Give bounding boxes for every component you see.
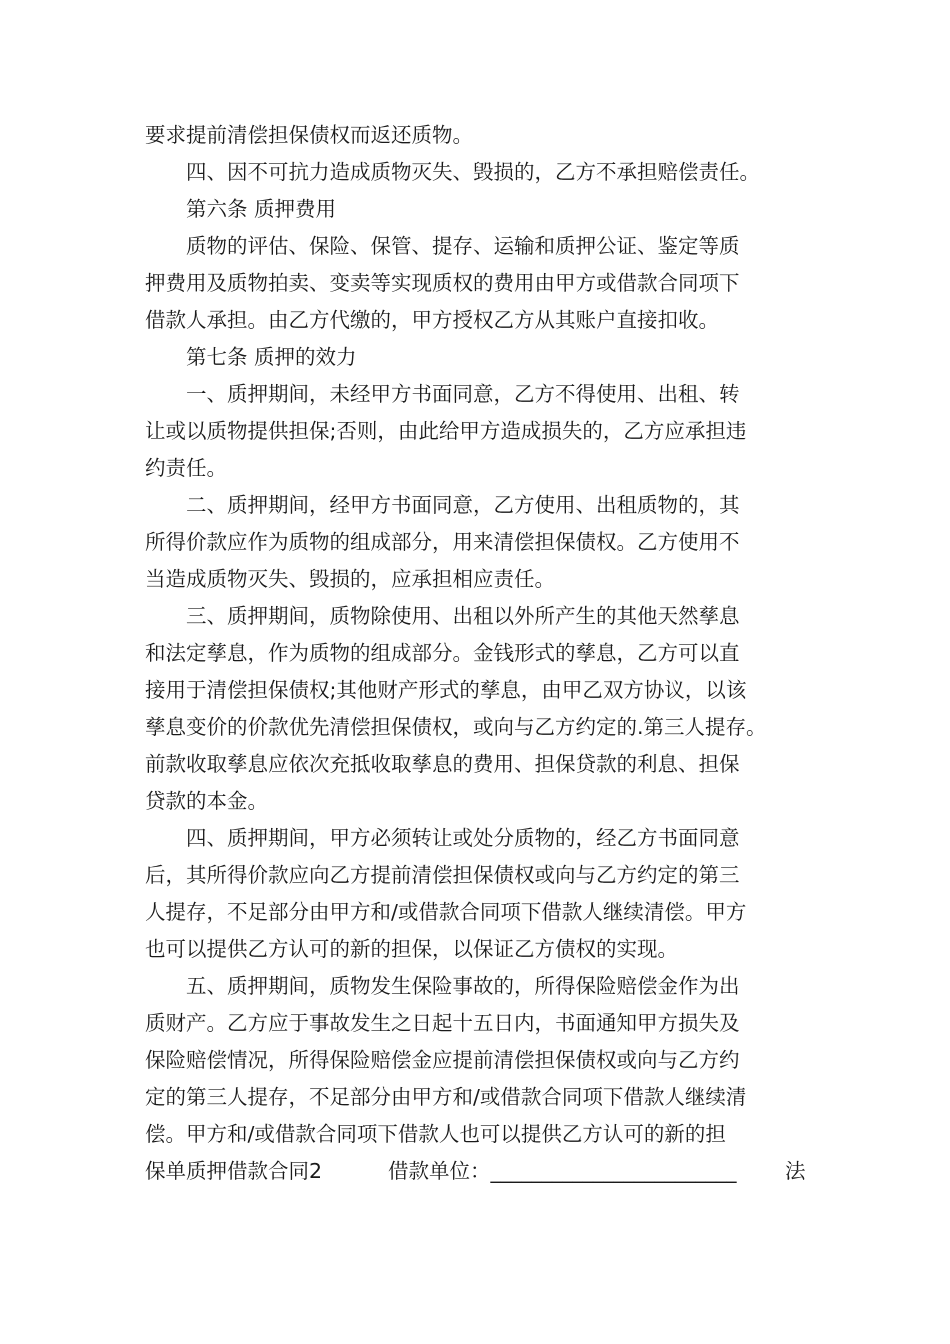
text-line: 定的第三人提存，不足部分由甲方和/或借款合同项下借款人继续清 [145, 1085, 747, 1109]
text-line: 让或以质物提供担保;否则，由此给甲方造成损失的，乙方应承担违 [145, 419, 747, 443]
text-line: 五、质押期间，质物发生保险事故的，所得保险赔偿金作为出 [145, 974, 740, 998]
text-line: 质物的评估、保险、保管、提存、运输和质押公证、鉴定等质 [145, 234, 740, 258]
contract-title-line [145, 1153, 813, 1190]
text-line: 保险赔偿情况，所得保险赔偿金应提前清偿担保债权或向与乙方约 [145, 1048, 740, 1072]
borrower-unit-field: 借款单位：________________________ [388, 1159, 737, 1183]
text-line: 接用于清偿担保债权;其他财产形式的孳息，由甲乙双方协议，以该 [145, 678, 747, 702]
text-line: 一、质押期间，未经甲方书面同意，乙方不得使用、出租、转 [145, 382, 740, 406]
next-field-start: 法 [785, 1159, 806, 1183]
text-line: 当造成质物灭失、毁损的，应承担相应责任。 [145, 567, 555, 591]
text-line: 借款人承担。由乙方代缴的，甲方授权乙方从其账户直接扣收。 [145, 308, 719, 332]
contract-title: 保单质押借款合同2 [145, 1159, 323, 1183]
text-line: 二、质押期间，经甲方书面同意，乙方使用、出租质物的，其 [145, 493, 740, 517]
text-line: 押费用及质物拍卖、变卖等实现质权的费用由甲方或借款合同项下 [145, 271, 740, 295]
text-line: 贷款的本金。 [145, 789, 268, 813]
text-line: 四、质押期间，甲方必须转让或处分质物的，经乙方书面同意 [145, 826, 740, 850]
text-line: 也可以提供乙方认可的新的担保，以保证乙方债权的实现。 [145, 937, 678, 961]
text-line: 要求提前清偿担保债权而返还质物。 [145, 123, 473, 147]
text-line: 质财产。乙方应于事故发生之日起十五日内，书面通知甲方损失及 [145, 1011, 740, 1035]
text-line: 前款收取孳息应依次充抵收取孳息的费用、担保贷款的利息、担保 [145, 752, 740, 776]
text-line: 约责任。 [145, 456, 227, 480]
text-line: 和法定孳息，作为质物的组成部分。金钱形式的孳息，乙方可以直 [145, 641, 740, 665]
section-heading: 第六条 质押费用 [145, 197, 337, 221]
text-line: 所得价款应作为质物的组成部分，用来清偿担保债权。乙方使用不 [145, 530, 740, 554]
text-line: 后，其所得价款应向乙方提前清偿担保债权或向与乙方约定的第三 [145, 863, 740, 887]
document-body [145, 117, 813, 1190]
text-line: 人提存，不足部分由甲方和/或借款合同项下借款人继续清偿。甲方 [145, 900, 747, 924]
text-line: 偿。甲方和/或借款合同项下借款人也可以提供乙方认可的新的担 [145, 1122, 726, 1146]
section-heading: 第七条 质押的效力 [145, 345, 357, 369]
text-line: 三、质押期间，质物除使用、出租以外所产生的其他天然孳息 [145, 604, 740, 628]
text-line: 孳息变价的价款优先清偿担保债权，或向与乙方约定的.第三人提存。 [145, 715, 767, 739]
text-line: 四、因不可抗力造成质物灭失、毁损的，乙方不承担赔偿责任。 [145, 160, 760, 184]
